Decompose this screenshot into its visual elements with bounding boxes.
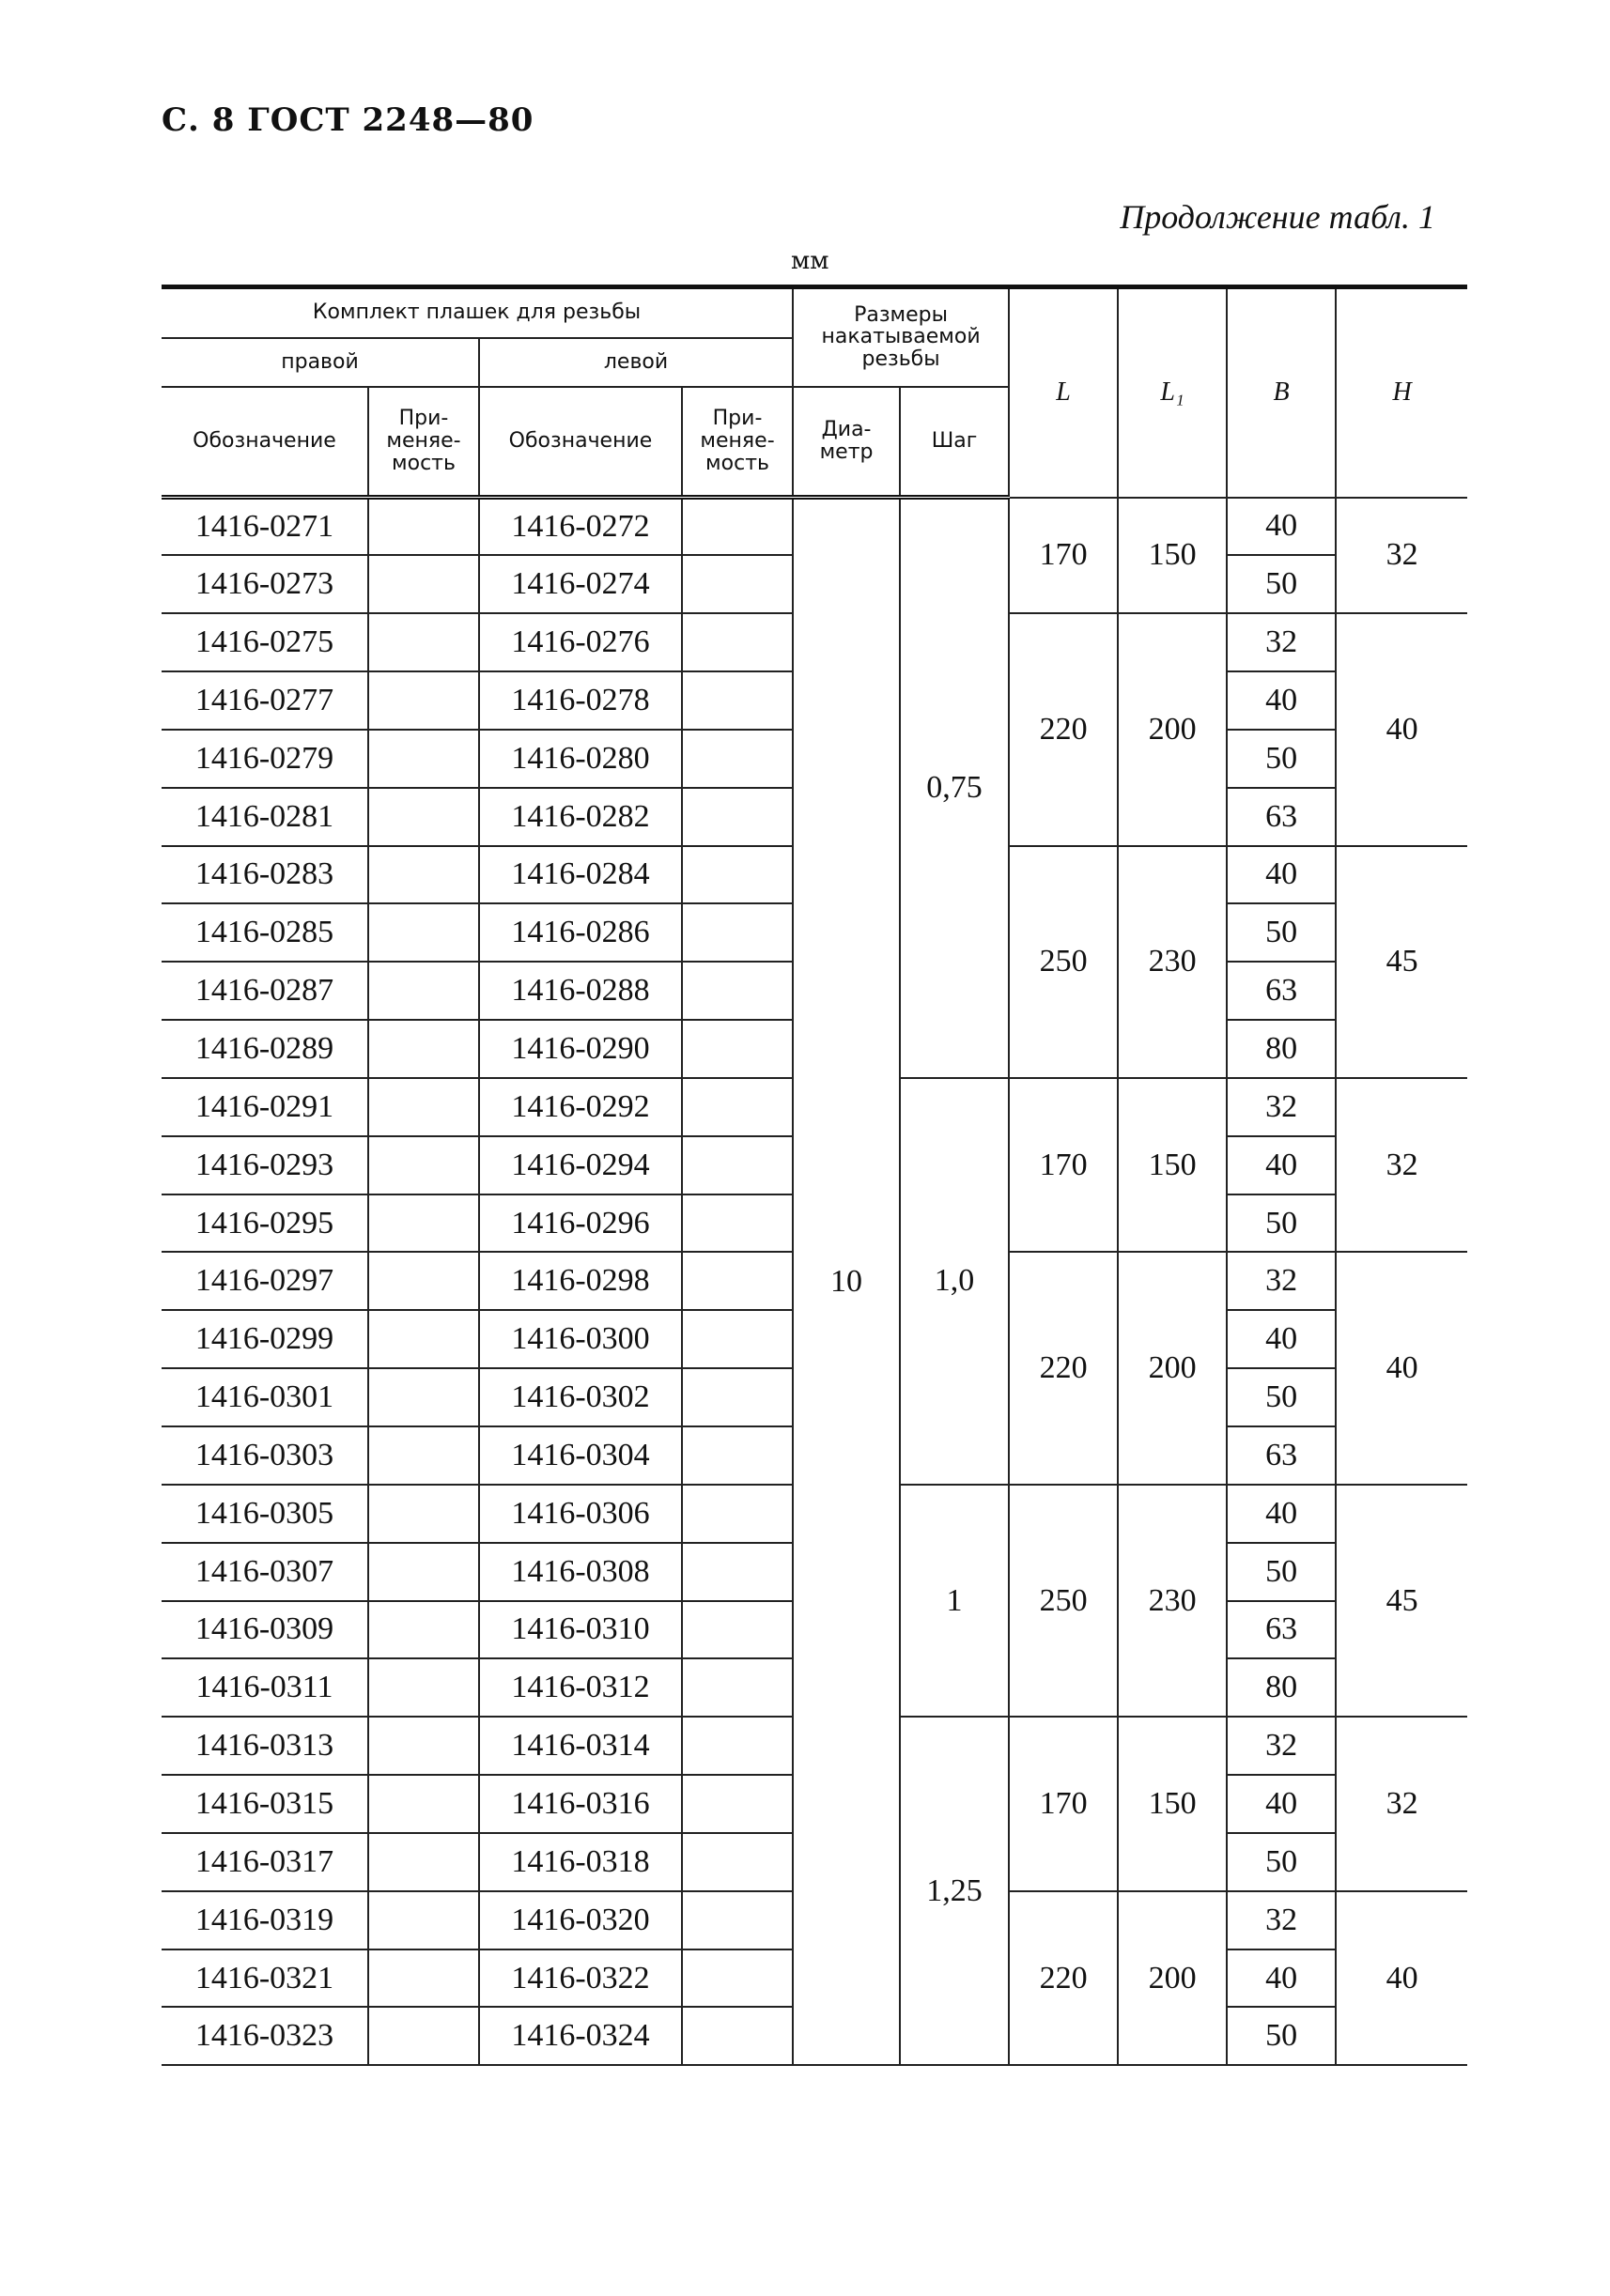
applicability-right-cell (368, 962, 479, 1020)
L1-cell: 200 (1118, 613, 1227, 845)
designation-left-cell: 1416-0286 (479, 903, 682, 962)
header-diameter: Диа- метр (793, 387, 900, 498)
header-H: H (1336, 287, 1467, 498)
applicability-right-cell (368, 1485, 479, 1543)
designation-right-cell: 1416-0311 (162, 1658, 368, 1717)
designation-left-cell: 1416-0308 (479, 1543, 682, 1601)
B-cell: 63 (1227, 788, 1336, 846)
designation-left-cell: 1416-0320 (479, 1891, 682, 1949)
designation-right-cell: 1416-0285 (162, 903, 368, 962)
designation-left-cell: 1416-0282 (479, 788, 682, 846)
B-cell: 50 (1227, 2007, 1336, 2065)
data-table (162, 285, 1467, 2066)
applicability-right-cell (368, 1601, 479, 1659)
designation-right-cell: 1416-0321 (162, 1949, 368, 2008)
L1-cell: 230 (1118, 846, 1227, 1078)
designation-left-cell: 1416-0306 (479, 1485, 682, 1543)
designation-left-cell: 1416-0322 (479, 1949, 682, 2008)
applicability-left-cell (682, 1194, 793, 1253)
table-container (162, 285, 1467, 2066)
B-cell: 40 (1227, 1136, 1336, 1194)
designation-left-cell: 1416-0280 (479, 730, 682, 788)
applicability-right-cell (368, 1833, 479, 1891)
applicability-left-cell (682, 1136, 793, 1194)
B-cell: 40 (1227, 498, 1336, 556)
header-L: L (1009, 287, 1118, 498)
applicability-left-cell (682, 1020, 793, 1078)
L1-cell: 200 (1118, 1891, 1227, 2066)
B-cell: 40 (1227, 1949, 1336, 2008)
designation-right-cell: 1416-0281 (162, 788, 368, 846)
designation-right-cell: 1416-0313 (162, 1717, 368, 1775)
B-cell: 50 (1227, 1194, 1336, 1253)
designation-left-cell: 1416-0294 (479, 1136, 682, 1194)
applicability-right-cell (368, 1717, 479, 1775)
designation-left-cell: 1416-0314 (479, 1717, 682, 1775)
designation-right-cell: 1416-0299 (162, 1310, 368, 1368)
designation-left-cell: 1416-0324 (479, 2007, 682, 2065)
designation-left-cell: 1416-0302 (479, 1368, 682, 1426)
header-applicability-right: При- меняе- мость (368, 387, 479, 498)
applicability-right-cell (368, 1426, 479, 1485)
B-cell: 32 (1227, 613, 1336, 671)
pitch-cell: 0,75 (900, 498, 1009, 1078)
B-cell: 80 (1227, 1658, 1336, 1717)
designation-left-cell: 1416-0312 (479, 1658, 682, 1717)
B-cell: 40 (1227, 671, 1336, 730)
header-B: B (1227, 287, 1336, 498)
applicability-left-cell (682, 2007, 793, 2065)
designation-right-cell: 1416-0297 (162, 1252, 368, 1310)
designation-right-cell: 1416-0291 (162, 1078, 368, 1136)
B-cell: 50 (1227, 1368, 1336, 1426)
designation-left-cell: 1416-0304 (479, 1426, 682, 1485)
L-cell: 170 (1009, 1078, 1118, 1253)
designation-left-cell: 1416-0272 (479, 498, 682, 556)
designation-right-cell: 1416-0277 (162, 671, 368, 730)
applicability-right-cell (368, 788, 479, 846)
table-caption: Продолжение табл. 1 (1120, 198, 1435, 236)
B-cell: 50 (1227, 1833, 1336, 1891)
header-L1: L₁ (1118, 287, 1227, 498)
H-cell: 45 (1336, 1485, 1467, 1717)
applicability-left-cell (682, 498, 793, 556)
designation-right-cell: 1416-0319 (162, 1891, 368, 1949)
applicability-right-cell (368, 1078, 479, 1136)
header-right-thread: правой (162, 338, 479, 387)
designation-left-cell: 1416-0300 (479, 1310, 682, 1368)
B-cell: 40 (1227, 1485, 1336, 1543)
L1-cell: 230 (1118, 1485, 1227, 1717)
applicability-left-cell (682, 1543, 793, 1601)
table-header (162, 287, 1467, 498)
B-cell: 50 (1227, 1543, 1336, 1601)
applicability-right-cell (368, 1891, 479, 1949)
applicability-left-cell (682, 1601, 793, 1659)
designation-right-cell: 1416-0303 (162, 1426, 368, 1485)
B-cell: 32 (1227, 1252, 1336, 1310)
H-cell: 32 (1336, 1717, 1467, 1891)
applicability-right-cell (368, 1658, 479, 1717)
applicability-left-cell (682, 903, 793, 962)
H-cell: 32 (1336, 498, 1467, 614)
designation-right-cell: 1416-0275 (162, 613, 368, 671)
B-cell: 32 (1227, 1891, 1336, 1949)
H-cell: 45 (1336, 846, 1467, 1078)
header-designation-left: Обозначение (479, 387, 682, 498)
header-designation-right: Обозначение (162, 387, 368, 498)
applicability-left-cell (682, 788, 793, 846)
designation-right-cell: 1416-0315 (162, 1775, 368, 1833)
designation-right-cell: 1416-0309 (162, 1601, 368, 1659)
applicability-left-cell (682, 962, 793, 1020)
applicability-left-cell (682, 1949, 793, 2008)
designation-left-cell: 1416-0296 (479, 1194, 682, 1253)
designation-right-cell: 1416-0271 (162, 498, 368, 556)
B-cell: 32 (1227, 1078, 1336, 1136)
designation-right-cell: 1416-0317 (162, 1833, 368, 1891)
L-cell: 220 (1009, 1252, 1118, 1484)
applicability-left-cell (682, 1891, 793, 1949)
applicability-right-cell (368, 1252, 479, 1310)
applicability-right-cell (368, 1775, 479, 1833)
B-cell: 32 (1227, 1717, 1336, 1775)
applicability-right-cell (368, 2007, 479, 2065)
L-cell: 170 (1009, 498, 1118, 614)
designation-right-cell: 1416-0287 (162, 962, 368, 1020)
applicability-left-cell (682, 1833, 793, 1891)
designation-left-cell: 1416-0316 (479, 1775, 682, 1833)
designation-left-cell: 1416-0298 (479, 1252, 682, 1310)
table-row (162, 498, 1467, 556)
applicability-left-cell (682, 1368, 793, 1426)
designation-right-cell: 1416-0283 (162, 846, 368, 904)
designation-right-cell: 1416-0293 (162, 1136, 368, 1194)
designation-left-cell: 1416-0276 (479, 613, 682, 671)
designation-right-cell: 1416-0307 (162, 1543, 368, 1601)
designation-right-cell: 1416-0279 (162, 730, 368, 788)
applicability-left-cell (682, 555, 793, 613)
H-cell: 40 (1336, 613, 1467, 845)
designation-left-cell: 1416-0292 (479, 1078, 682, 1136)
H-cell: 32 (1336, 1078, 1467, 1253)
applicability-left-cell (682, 671, 793, 730)
header-pitch: Шаг (900, 387, 1009, 498)
L1-cell: 150 (1118, 1717, 1227, 1891)
page-header: С. 8 ГОСТ 2248—80 (162, 101, 534, 139)
units-label: мм (791, 247, 829, 275)
applicability-left-cell (682, 1078, 793, 1136)
applicability-left-cell (682, 1252, 793, 1310)
applicability-right-cell (368, 730, 479, 788)
applicability-right-cell (368, 903, 479, 962)
applicability-right-cell (368, 671, 479, 730)
applicability-left-cell (682, 1717, 793, 1775)
applicability-right-cell (368, 1194, 479, 1253)
applicability-right-cell (368, 613, 479, 671)
L1-cell: 150 (1118, 1078, 1227, 1253)
H-cell: 40 (1336, 1891, 1467, 2066)
L1-cell: 200 (1118, 1252, 1227, 1484)
designation-left-cell: 1416-0310 (479, 1601, 682, 1659)
B-cell: 50 (1227, 903, 1336, 962)
L-cell: 220 (1009, 1891, 1118, 2066)
B-cell: 80 (1227, 1020, 1336, 1078)
designation-left-cell: 1416-0278 (479, 671, 682, 730)
H-cell: 40 (1336, 1252, 1467, 1484)
designation-right-cell: 1416-0323 (162, 2007, 368, 2065)
B-cell: 40 (1227, 846, 1336, 904)
designation-left-cell: 1416-0318 (479, 1833, 682, 1891)
L-cell: 170 (1009, 1717, 1118, 1891)
pitch-cell: 1,25 (900, 1717, 1009, 2065)
pitch-cell: 1 (900, 1485, 1009, 1717)
B-cell: 63 (1227, 962, 1336, 1020)
diameter-cell: 10 (793, 498, 900, 2066)
applicability-right-cell (368, 1368, 479, 1426)
designation-left-cell: 1416-0290 (479, 1020, 682, 1078)
designation-right-cell: 1416-0289 (162, 1020, 368, 1078)
L-cell: 250 (1009, 846, 1118, 1078)
applicability-right-cell (368, 1543, 479, 1601)
B-cell: 40 (1227, 1310, 1336, 1368)
applicability-right-cell (368, 1020, 479, 1078)
pitch-cell: 1,0 (900, 1078, 1009, 1485)
B-cell: 40 (1227, 1775, 1336, 1833)
designation-left-cell: 1416-0288 (479, 962, 682, 1020)
applicability-left-cell (682, 730, 793, 788)
B-cell: 63 (1227, 1426, 1336, 1485)
header-thread-dims: Размеры накатываемой резьбы (793, 287, 1009, 387)
designation-right-cell: 1416-0273 (162, 555, 368, 613)
applicability-left-cell (682, 1485, 793, 1543)
B-cell: 50 (1227, 730, 1336, 788)
designation-right-cell: 1416-0305 (162, 1485, 368, 1543)
applicability-left-cell (682, 1310, 793, 1368)
header-applicability-left: При- меняе- мость (682, 387, 793, 498)
applicability-right-cell (368, 498, 479, 556)
applicability-right-cell (368, 846, 479, 904)
applicability-right-cell (368, 1136, 479, 1194)
applicability-left-cell (682, 613, 793, 671)
designation-left-cell: 1416-0284 (479, 846, 682, 904)
applicability-left-cell (682, 1658, 793, 1717)
applicability-left-cell (682, 846, 793, 904)
applicability-left-cell (682, 1775, 793, 1833)
designation-right-cell: 1416-0301 (162, 1368, 368, 1426)
applicability-right-cell (368, 1310, 479, 1368)
B-cell: 50 (1227, 555, 1336, 613)
designation-left-cell: 1416-0274 (479, 555, 682, 613)
B-cell: 63 (1227, 1601, 1336, 1659)
table-body (162, 498, 1467, 2066)
header-left-thread: левой (479, 338, 793, 387)
L1-cell: 150 (1118, 498, 1227, 614)
designation-right-cell: 1416-0295 (162, 1194, 368, 1253)
applicability-right-cell (368, 555, 479, 613)
applicability-right-cell (368, 1949, 479, 2008)
L-cell: 250 (1009, 1485, 1118, 1717)
applicability-left-cell (682, 1426, 793, 1485)
L-cell: 220 (1009, 613, 1118, 845)
header-set-group: Комплект плашек для резьбы (162, 287, 793, 338)
